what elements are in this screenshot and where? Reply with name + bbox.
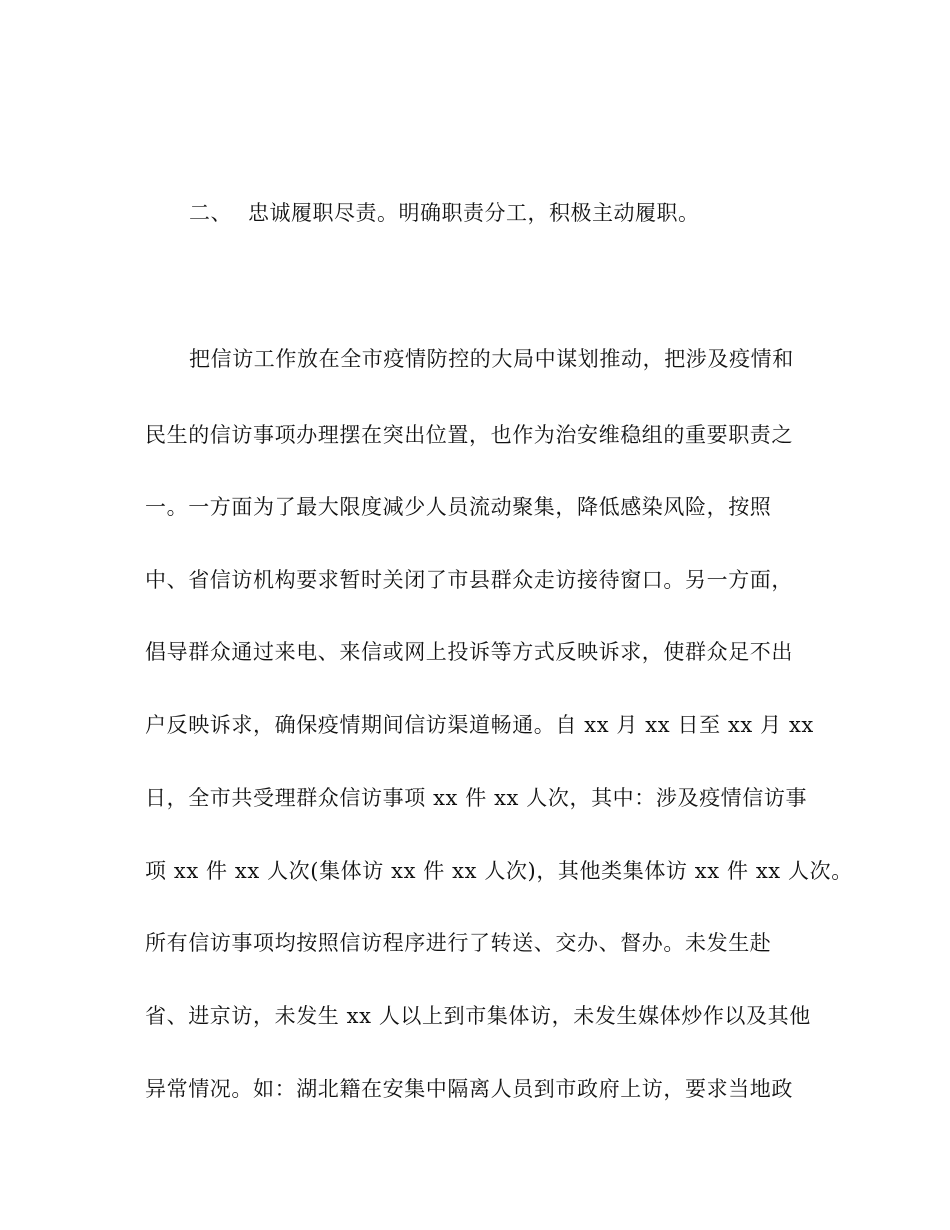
paragraph-line: 一。一方面为了最大限度减少人员流动聚集，降低感染风险，按照 [145, 495, 772, 519]
paragraph-line: 异常情况。如：湖北籍在安集中隔离人员到市政府上访，要求当地政 [145, 1077, 793, 1101]
paragraph-line: 民生的信访事项办理摆在突出位置，也作为治安维稳组的重要职责之 [145, 423, 793, 447]
paragraph-line: 倡导群众通过来电、来信或网上投诉等方式反映诉求，使群众足不出 [145, 640, 793, 664]
paragraph-line: 所有信访事项均按照信访程序进行了转送、交办、督办。未发生赴 [145, 931, 772, 955]
paragraph-line: 省、进京访，未发生 xx 人以上到市集体访，未发生媒体炒作以及其他 [145, 1004, 811, 1028]
paragraph-line: 把信访工作放在全市疫情防控的大局中谋划推动，把涉及疫情和 [189, 347, 794, 371]
paragraph-line: 中、省信访机构要求暂时关闭了市县群众走访接待窗口。另一方面， [145, 568, 793, 592]
paragraph-line: 项 xx 件 xx 人次(集体访 xx 件 xx 人次)，其他类集体访 xx 件 xx 人次。 [145, 859, 853, 883]
section-number: 二、 [189, 201, 232, 225]
paragraph-line: 日，全市共受理群众信访事项 xx 件 xx 人次，其中：涉及疫情信访事 [145, 786, 808, 810]
paragraph-line: 户反映诉求，确保疫情期间信访渠道畅通。自 xx 月 xx 日至 xx 月 xx [145, 713, 814, 737]
section-title: 忠诚履职尽责。明确职责分工，积极主动履职。 [248, 201, 700, 225]
section-heading [189, 198, 700, 228]
